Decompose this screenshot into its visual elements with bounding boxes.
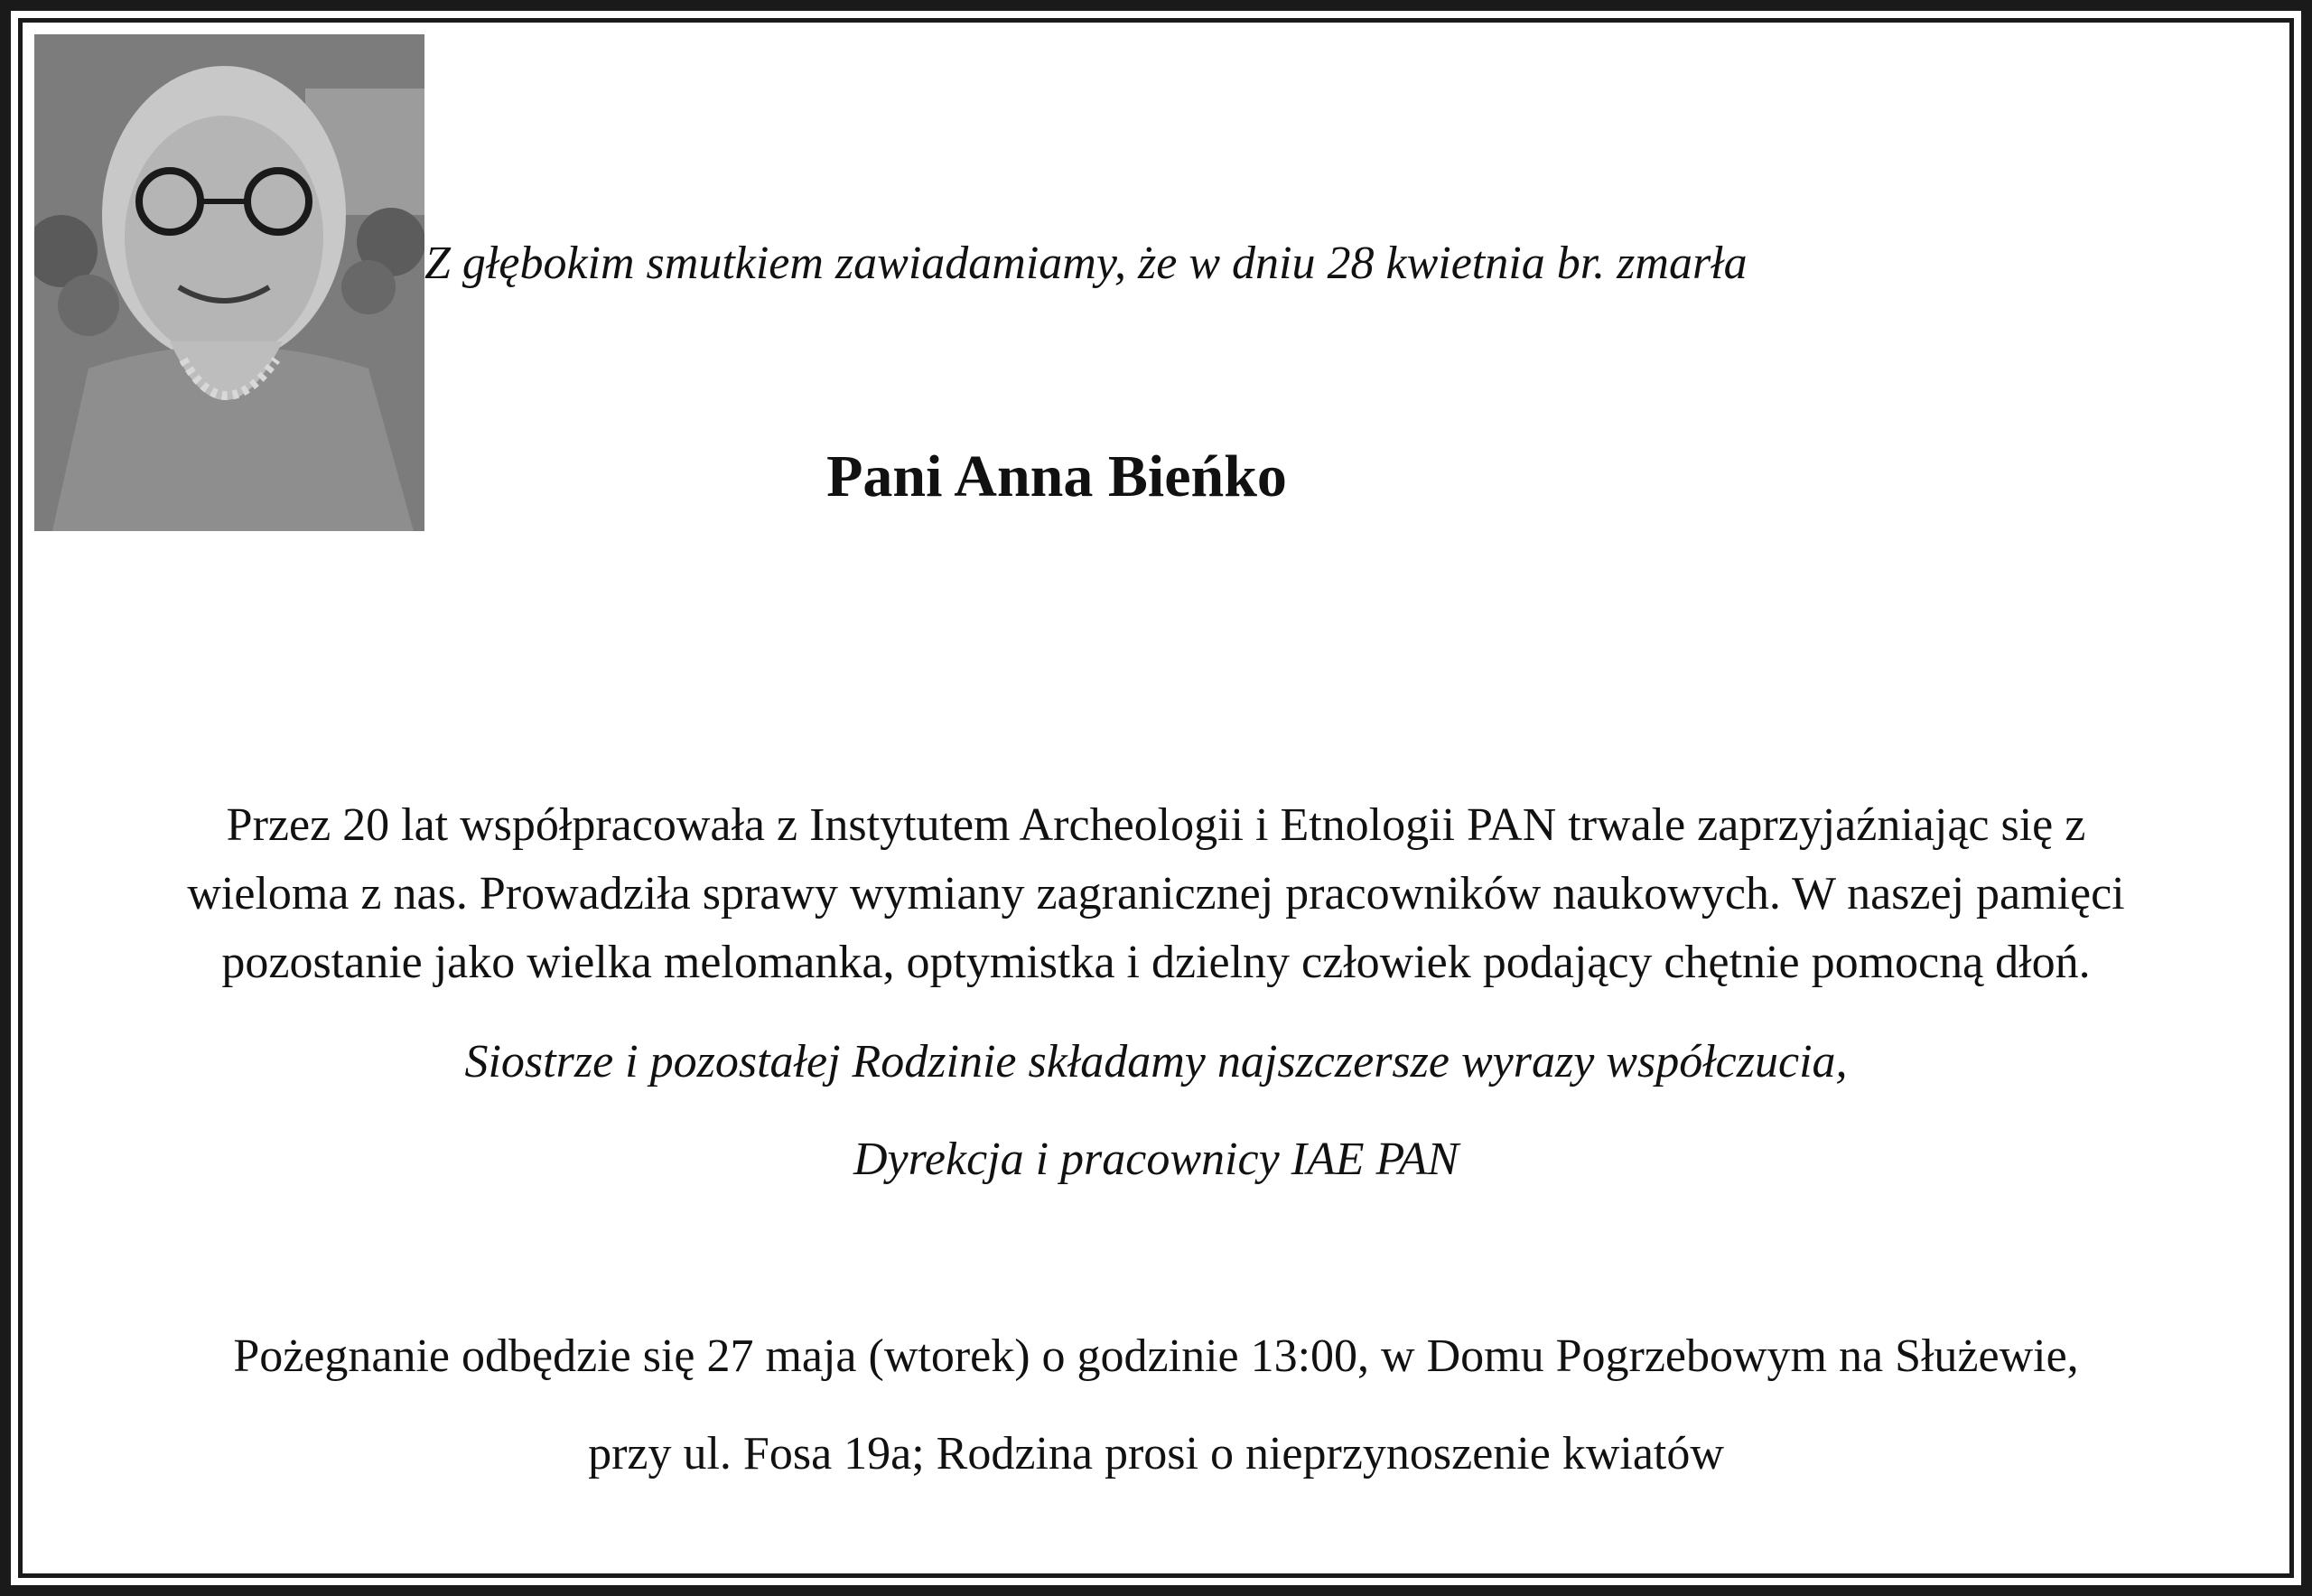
farewell-line-2: przy ul. Fosa 19a; Rodzina prosi o nieprzynoszenie kwiatów — [588, 1428, 1724, 1479]
body-line-2: wieloma z nas. Prowadziła sprawy wymiany zagranicznej pracowników naukowych. W naszej pamięci — [187, 868, 2125, 919]
farewell-line-1: Pożegnanie odbędzie się 27 maja (wtorek) o godzinie 13:00, w Domu Pogrzebowym na Służewie, — [233, 1330, 2079, 1382]
signature: Dyrekcja i pracownicy IAE PAN — [853, 1134, 1459, 1185]
body-line-3: pozostanie jako wielka melomanka, optymistka i dzielny człowiek podający chętnie pomocną dłoń. — [221, 937, 2091, 988]
portrait-photo — [34, 34, 424, 531]
condolence-text: Siostrze i pozostałej Rodzinie składamy najszczersze wyrazy współczucia, — [464, 1036, 1848, 1087]
announcement-intro: Z głębokim smutkiem zawiadamiamy, że w dniu 28 kwietnia br. zmarła — [424, 238, 1748, 289]
body-line-1: Przez 20 lat współpracowała z Instytutem Archeologii i Etnologii PAN trwale zaprzyjaźniając się z — [226, 799, 2086, 851]
deceased-name: Pani Anna Bieńko — [826, 443, 1287, 509]
